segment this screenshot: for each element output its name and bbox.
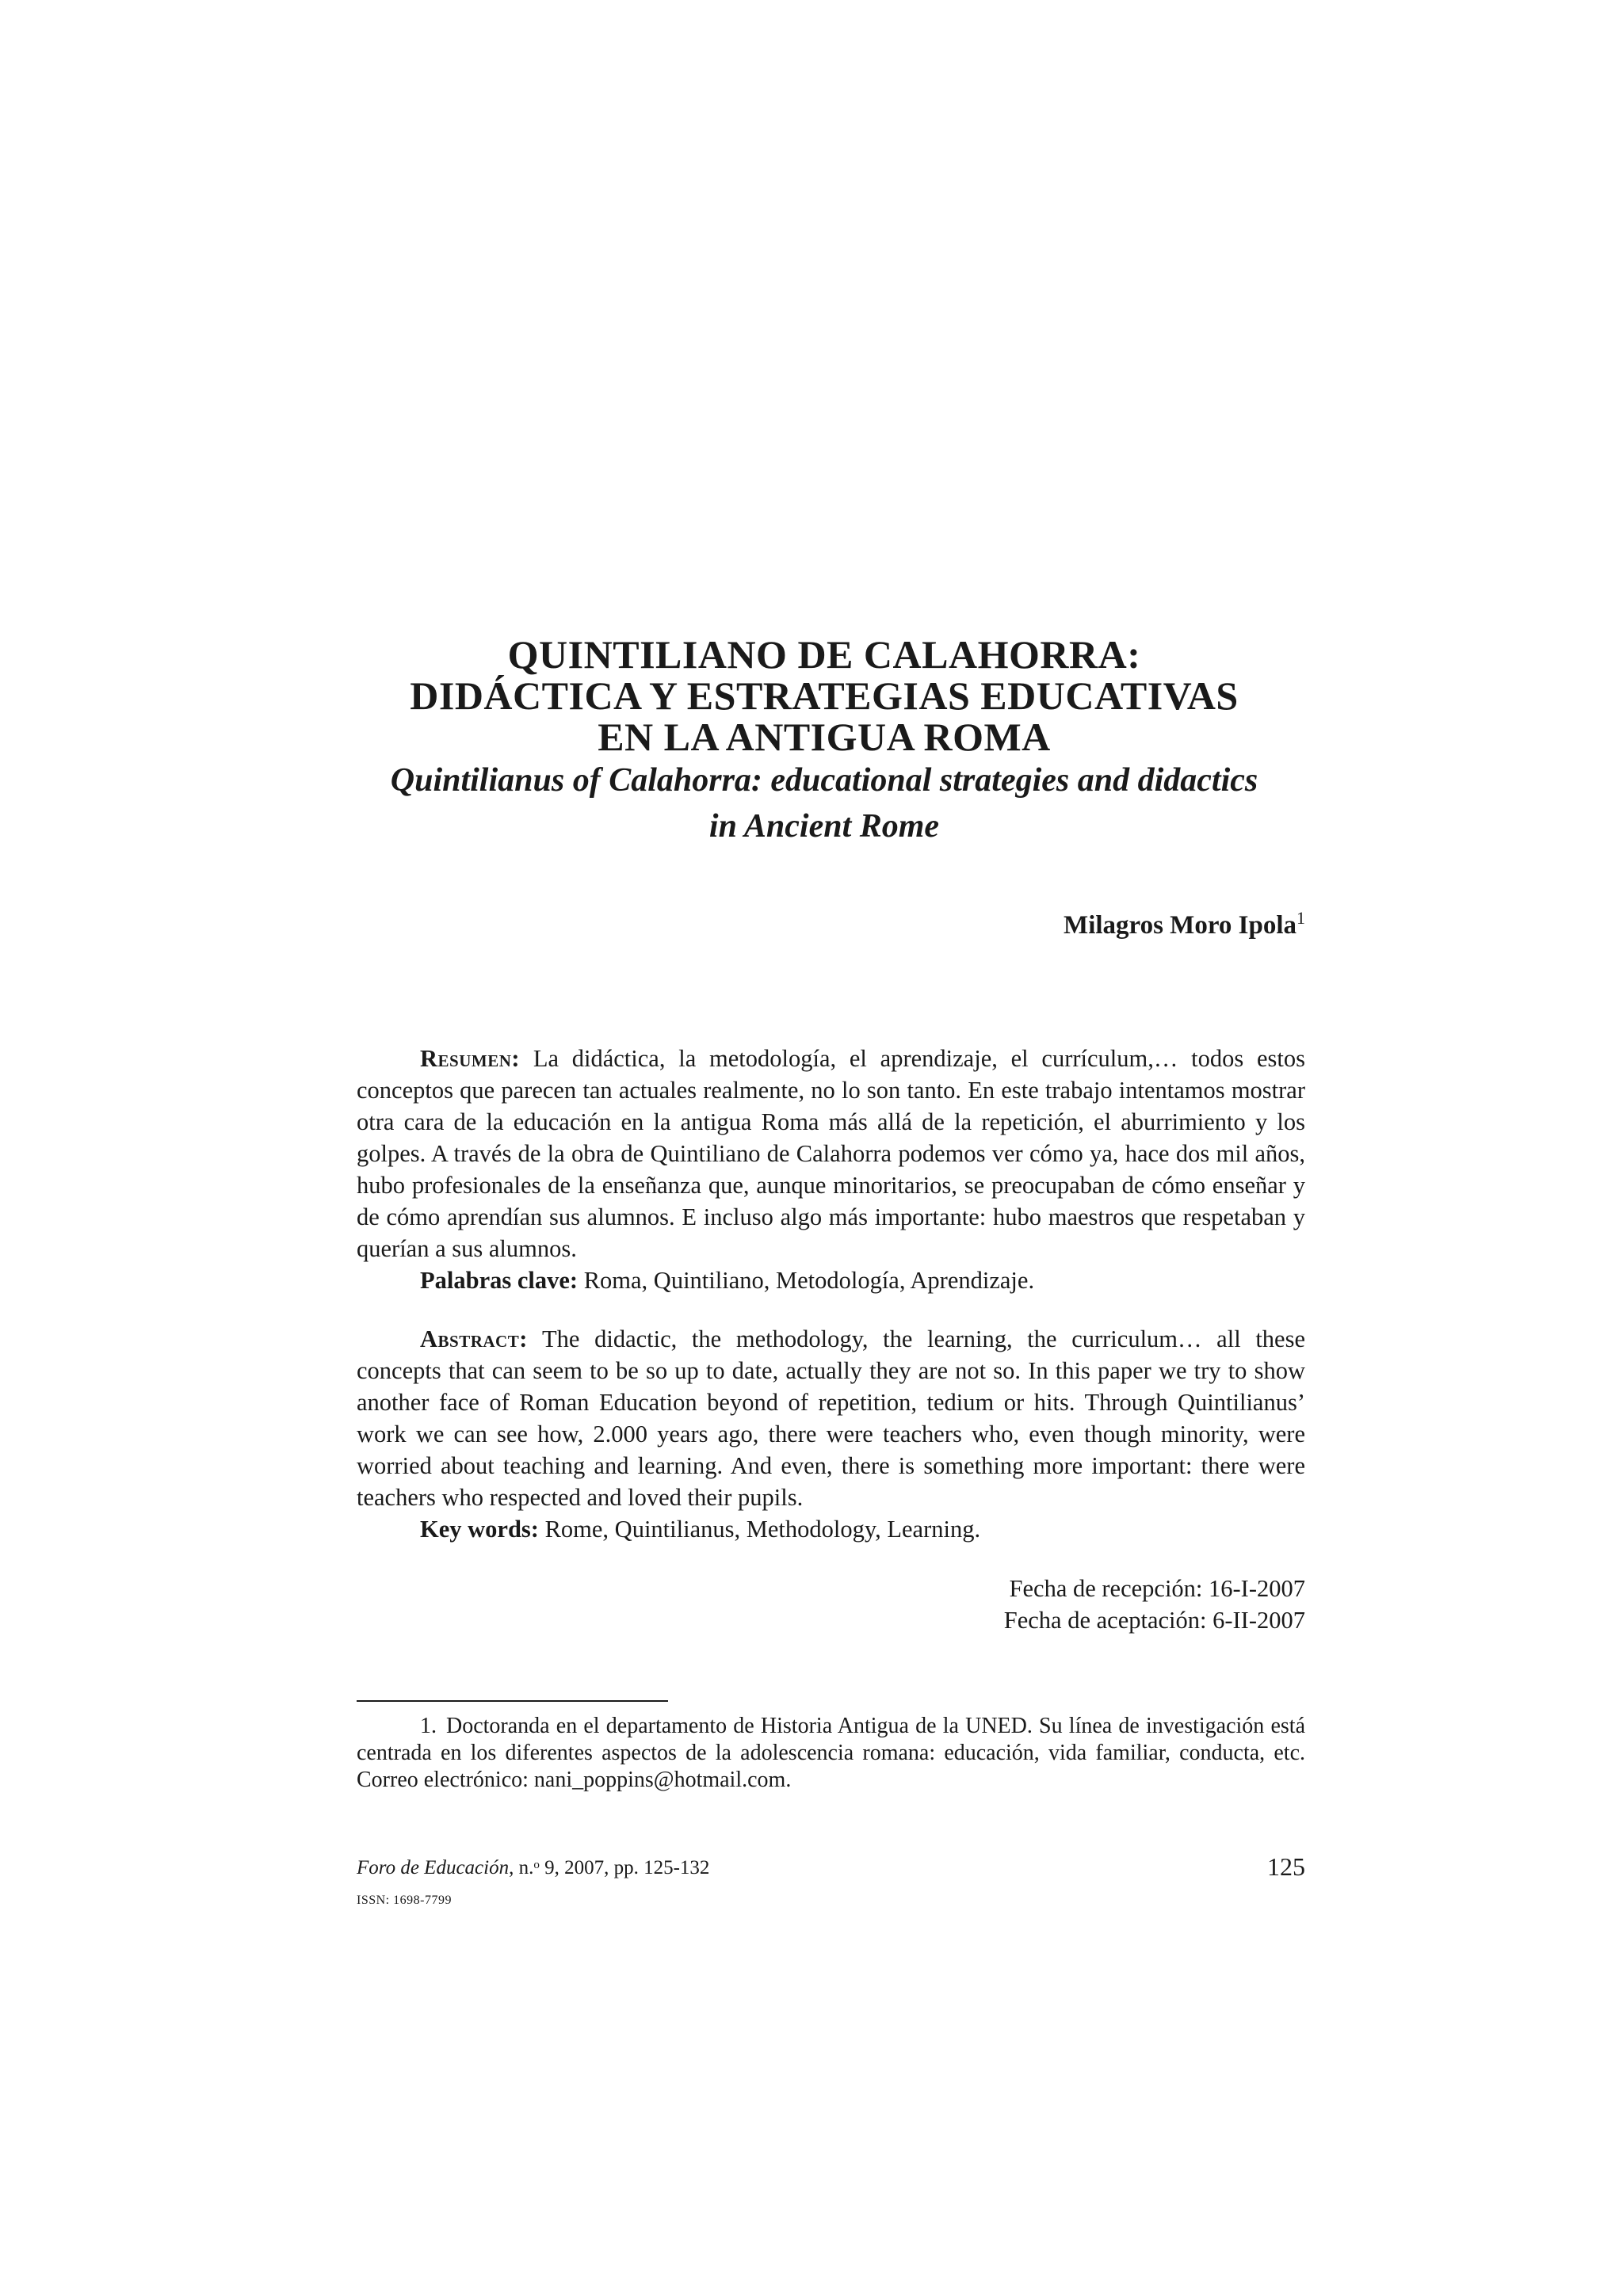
journal-issue-suffix: 9, 2007, pp. 125-132 [539,1857,710,1878]
resumen-paragraph [357,1043,1305,1264]
footnote-text: Doctoranda en el departamento de Historia Antigua de la UNED. Su línea de investigación está centrada en los diferentes aspectos de la adolescencia romana: educación, vida familiar, conducta, etc. Correo electrónico: nani_poppins@hotmail.com. [357,1714,1305,1792]
abstract-section [357,1323,1305,1545]
dates-block [1004,1573,1305,1636]
abstract-keywords [357,1513,1305,1545]
journal-issue-sup: o [533,1859,540,1871]
subtitle-line-1: Quintilianus of Calahorra: educational strategies and didactics [390,762,1258,799]
footnote-number: 1. [420,1714,437,1738]
abstract-label: Abstract: [420,1325,528,1352]
journal-issue-prefix: , n. [509,1857,534,1878]
resumen-label: Resumen: [420,1045,521,1072]
subtitle-line-2: in Ancient Rome [708,808,940,845]
footnote-divider [357,1700,668,1702]
resumen-keywords-label: Palabras clave: [420,1267,579,1294]
resumen-section [357,1043,1305,1296]
author-line [1064,908,1305,940]
issn: ISSN: 1698-7799 [357,1894,452,1907]
accepted-date: Fecha de aceptación: 6-II-2007 [1003,1607,1305,1634]
abstract-keywords-label: Key words: [420,1516,539,1543]
abstract-text: The didactic, the methodology, the learning, the curriculum… all these concepts that can seem to be so up to date, actually they are not so. In this paper we try to show another face of Roman Education beyond of repetition, tedium or hits. Through Quintilianus’ work we can see how, 2.000 years ago, there were teachers who, even though minority, were worried about teaching and learning. And even, there is something more important: there were teachers who respected and loved their pupils. [357,1325,1306,1511]
author-footnote-marker: 1 [1296,908,1305,928]
received-date: Fecha de recepción: 16-I-2007 [1009,1575,1305,1602]
title-block [349,634,1300,849]
journal-name: Foro de Educación [357,1857,510,1878]
page-number: 125 [1267,1852,1305,1881]
resumen-keywords [357,1264,1305,1296]
title-line-2: DIDÁCTICA Y ESTRATEGIAS EDUCATIVAS [410,673,1239,718]
abstract-paragraph [357,1323,1305,1513]
title-line-3: EN LA ANTIGUA ROMA [598,715,1051,759]
title-line-1: QUINTILIANO DE CALAHORRA: [507,632,1141,677]
abstract-keywords-text: Rome, Quintilianus, Methodology, Learning. [544,1516,981,1543]
resumen-keywords-text: Roma, Quintiliano, Metodología, Aprendizaje. [583,1267,1035,1294]
footnote [357,1713,1305,1794]
resumen-text: La didáctica, la metodología, el aprendizaje, el currículum,… todos estos conceptos que parecen tan actuales realmente, no lo son tanto. En este trabajo intentamos mostrar otra cara de la educación en la antigua Roma más allá de la repetición, el aburrimiento y los golpes. A través de la obra de Quintiliano de Calahorra podemos ver cómo ya, hace dos mil años, hubo profesionales de la enseñanza que, aunque minoritarios, se preocupaban de cómo enseñar y de cómo aprendían sus alumnos. E incluso algo más importante: hubo maestros que respetaban y querían a sus alumnos. [357,1045,1306,1262]
journal-citation [357,1857,709,1879]
author-name: Milagros Moro Ipola [1064,911,1296,940]
